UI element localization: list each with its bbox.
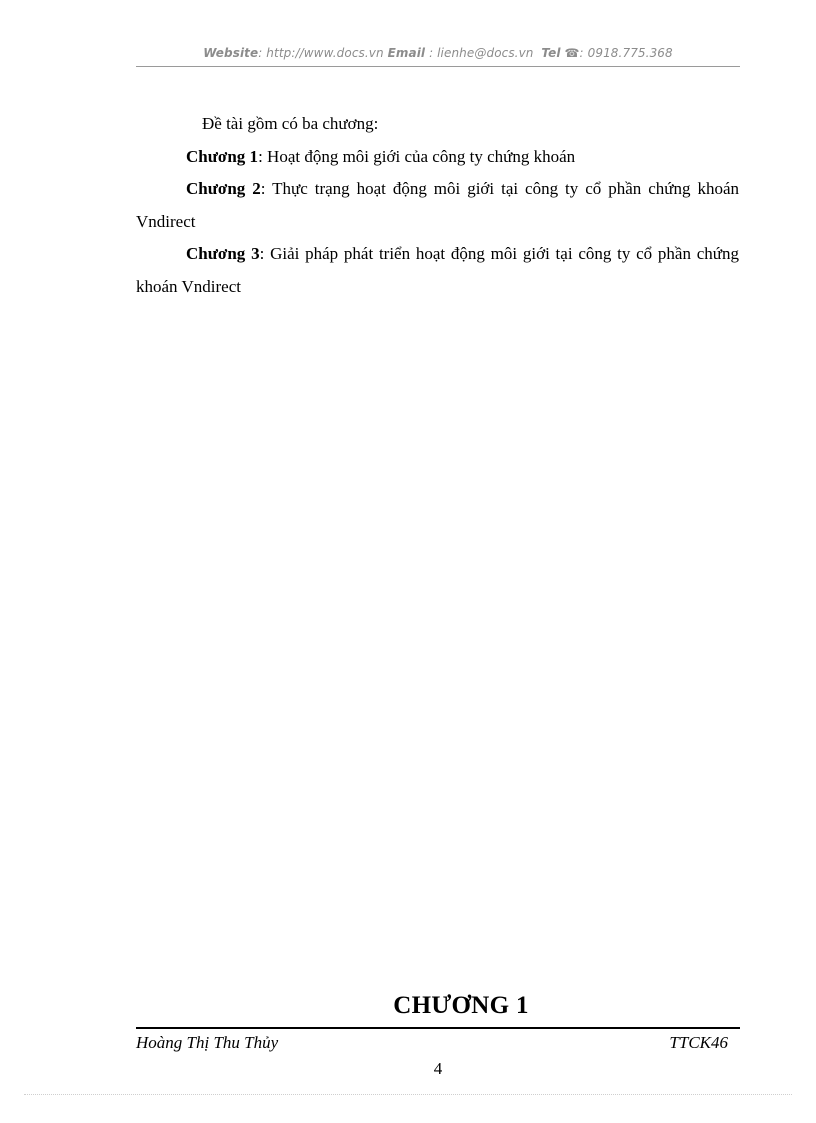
footer-class-code: TTCK46 — [669, 1033, 728, 1052]
footer-author: Hoàng Thị Thu Thủy — [136, 1033, 279, 1052]
chapter-2-text: : Thực trạng hoạt động môi giới tại công ty cổ phần chứng khoán Vndirect — [136, 179, 739, 231]
page-number: 4 — [433, 1059, 443, 1078]
website-label: Website — [203, 46, 259, 60]
chapter-2-label: Chương 2 — [186, 179, 261, 198]
phone-icon: ☎ — [564, 46, 580, 60]
chapter-1-paragraph — [136, 141, 739, 174]
chapter-3-label: Chương 3 — [186, 244, 260, 263]
page-header — [136, 46, 740, 60]
chapter-2-paragraph — [136, 173, 739, 238]
footer-rule — [136, 1027, 740, 1029]
chapter-3-paragraph — [136, 238, 739, 303]
header-rule — [136, 66, 740, 67]
website-url: : http://www.docs.vn — [258, 46, 384, 60]
intro-paragraph: Đề tài gồm có ba chương: — [202, 114, 379, 133]
email-label: Email — [387, 46, 426, 60]
page-boundary — [24, 1094, 792, 1095]
chapter-3-text: : Giải pháp phát triển hoạt động môi giới tại công ty cổ phần chứng khoán Vndirect — [136, 244, 739, 296]
document-body — [136, 108, 739, 303]
tel-number: : 0918.775.368 — [579, 46, 673, 60]
email-address: : lienhe@docs.vn — [425, 46, 534, 60]
chapter-1-text: : Hoạt động môi giới của công ty chứng khoán — [258, 146, 576, 166]
tel-label: Tel — [541, 46, 561, 60]
chapter-1-label: Chương 1 — [186, 146, 259, 166]
chapter-heading: CHƯƠNG 1 — [393, 992, 529, 1019]
